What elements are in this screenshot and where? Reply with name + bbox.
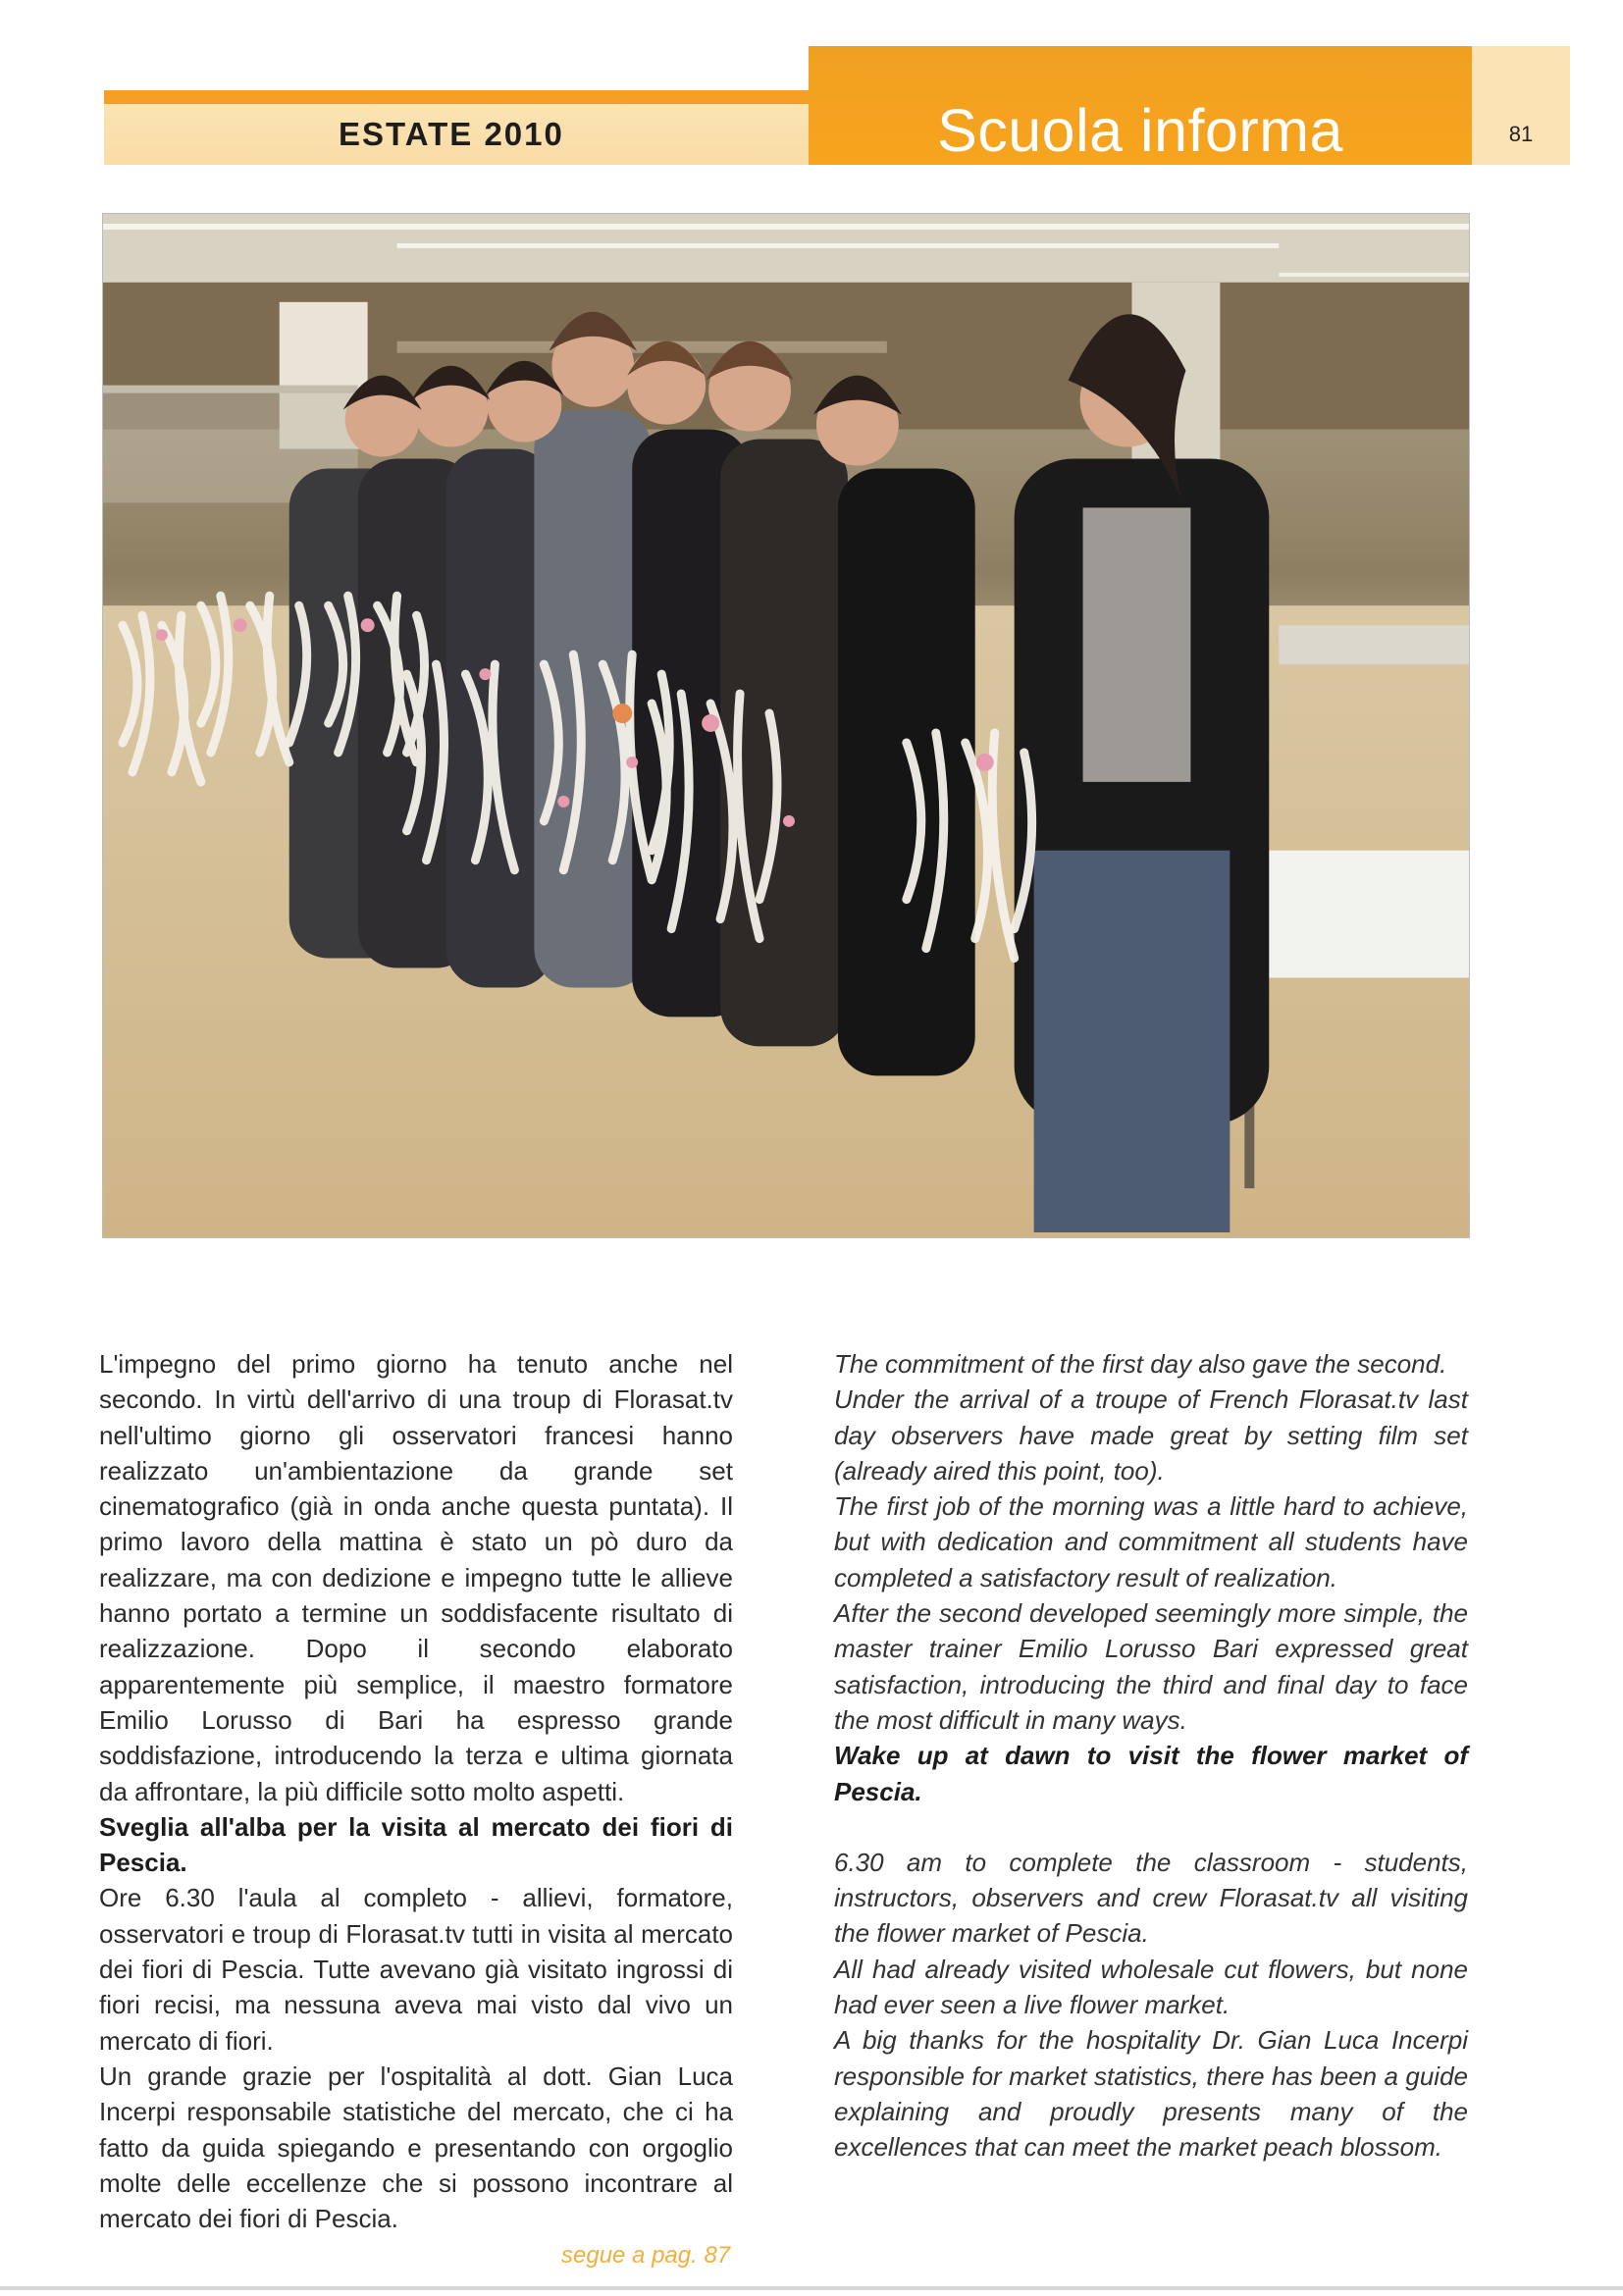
paragraph: All had already visited wholesale cut flowers, but none had ever seen a live flower market. — [834, 1954, 1468, 2020]
paragraph: 6.30 am to complete the classroom - students, instructors, observers and crew Florasat.tv all visiting the flower market of Pescia. — [834, 1847, 1468, 1949]
paragraph: Ore 6.30 l'aula al completo - allievi, formatore, osservatori e troup di Florasat.tv tutti in visita al mercato dei fiori di Pescia. Tutte avevano già visitato ingrossi di fiori recisi, ma nessuna aveva mai visto dal vivo un mercato di fiori. — [99, 1883, 733, 2056]
paragraph: The commitment of the first day also gave the second. — [834, 1349, 1447, 1379]
paragraph: The first job of the morning was a little hard to achieve, but with dedication and commitment all students have completed a satisfactory result of realization. — [834, 1491, 1468, 1592]
bottom-divider — [0, 2286, 1623, 2290]
paragraph: Un grande grazie per l'ospitalità al dott. Gian Luca Incerpi responsabile statistiche del mercato, che ci ha fatto da guida spiegando e presentando con orgoglio molte delle eccellenze che si possono incontrare al mercato dei fiori di Pescia. — [99, 2061, 733, 2234]
continued-on-link[interactable]: segue a pag. 87 — [561, 2242, 731, 2269]
paragraph: L'impegno del primo giorno ha tenuto anche nel secondo. In virtù dell'arrivo di una troup di Florasat.tv nell'ultimo giorno gli osservatori francesi hanno realizzato un'ambientazione da grande set cinematografico (già in onda anche questa puntata). Il primo lavoro della mattina è stato un pò duro da realizzare, ma con dedizione e impegno tutte le allieve hanno portato a termine un soddisfacente risultato di realizzazione. Dopo il secondo elaborato apparentemente più semplice, il maestro formatore Emilio Lorusso di Bari ha espresso grande soddisfazione, introducendo la terza e ultima giornata da affrontare, la più difficile sotto molto aspetti. — [99, 1349, 733, 1806]
article-column-italian — [99, 1346, 733, 2236]
issue-label: ESTATE 2010 — [339, 116, 564, 152]
paragraph: After the second developed seemingly more simple, the master trainer Emilio Lorusso Bari expressed great satisfaction, introducing the third and final day to face the most difficult in many ways. — [834, 1598, 1468, 1735]
article-column-english — [834, 1346, 1468, 2166]
subheading: Wake up at dawn to visit the flower market of Pescia. — [834, 1741, 1468, 1806]
article-photo — [102, 213, 1470, 1238]
paragraph: A big thanks for the hospitality Dr. Gian Luca Incerpi responsible for market statistics, there has been a guide explaining and proudly presents many of the excellences that can meet the market peach blossom. — [834, 2025, 1468, 2163]
page-number: 81 — [1508, 122, 1534, 146]
section-title: Scuola informa — [937, 97, 1343, 164]
paragraph: Under the arrival of a troupe of French Florasat.tv last day observers have made great by setting film set (already aired this point, too). — [834, 1384, 1468, 1486]
photo-illustration — [103, 214, 1469, 1237]
subheading: Sveglia all'alba per la visita al mercato dei fiori di Pescia. — [99, 1811, 733, 1878]
spacer — [834, 1809, 1468, 1845]
